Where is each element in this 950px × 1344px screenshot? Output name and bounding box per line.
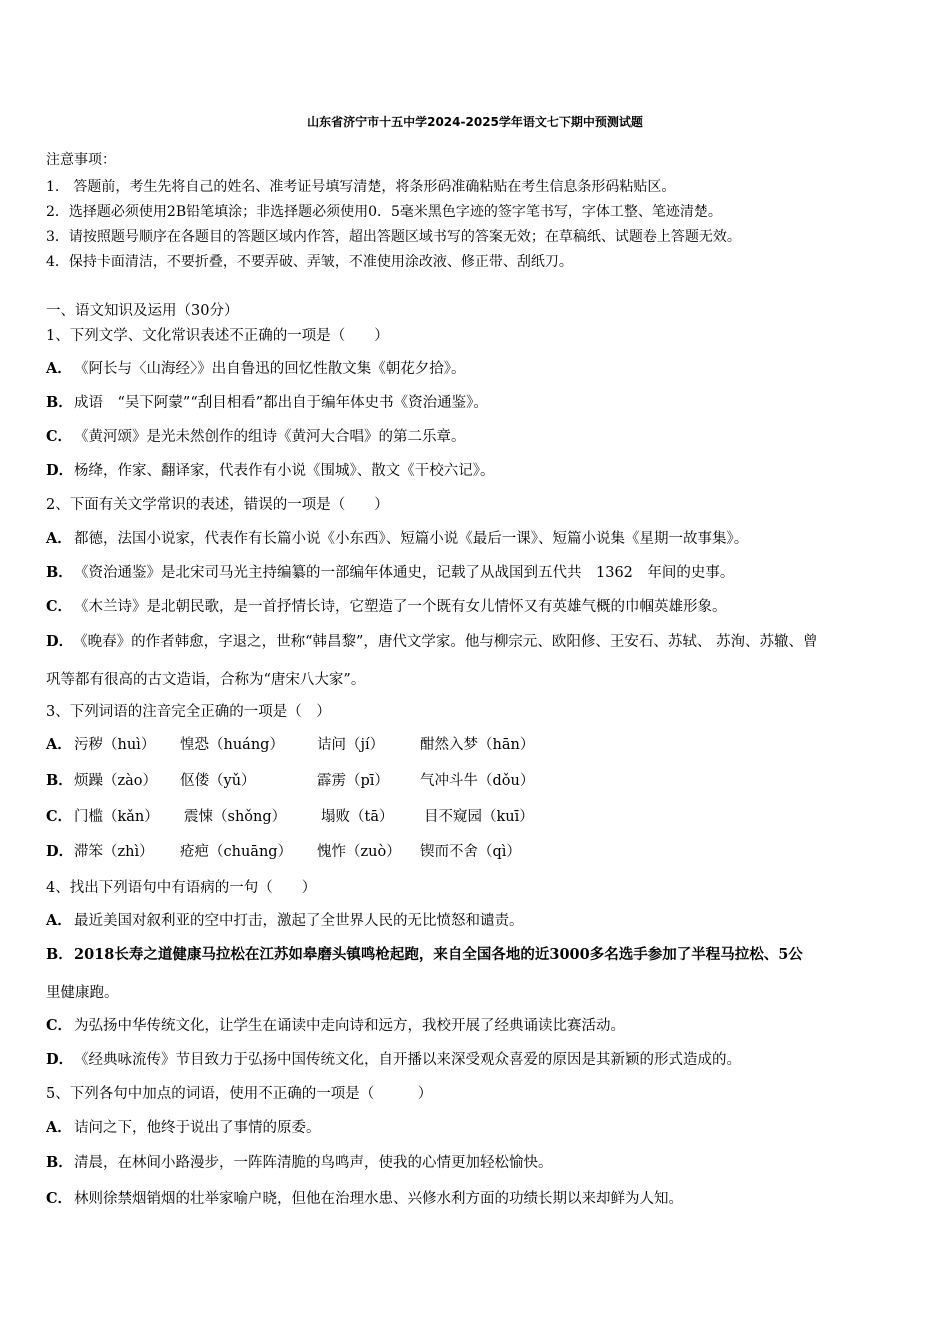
option-text: 《经典咏流传》节目致力于弘扬中国传统文化，自开播以来深受观众喜爱的原因是其新颖的形式造成的。 [74,1052,741,1068]
option-label: D． [46,843,74,860]
q1-option-a [46,359,466,379]
q5-stem: 5、下列各句中加点的词语，使用不正确的一项是（ ） [46,1086,433,1102]
pinyin-word: 门槛（kǎn） [74,809,159,825]
option-label: C． [46,1017,73,1034]
notice-heading: 注意事项： [46,152,116,168]
notice-item-2: 2．选择题必须使用2B铅笔填涂；非选择题必须使用0．5毫米黑色字迹的签字笔书写，字体工整、笔迹清楚。 [46,204,722,220]
option-text: 《阿长与〈山海经〉》出自鲁迅的回忆性散文集《朝花夕拾》。 [74,361,466,377]
q2-option-a [46,529,748,549]
q1-option-b [46,393,488,413]
option-label: C． [46,428,73,445]
option-label: D． [46,1051,74,1068]
pinyin-word: 震悚（shǒng） [184,809,287,825]
q2-option-d-continued: 巩等都有很高的古文造诣，合称为“唐宋八大家”。 [46,672,366,688]
option-text: 最近美国对叙利亚的空中打击，激起了全世界人民的无比愤怒和谴责。 [74,913,524,929]
q4-option-a [46,911,524,931]
q4-option-d [46,1050,741,1070]
option-label: B． [46,772,73,789]
q3-option-b [46,771,534,791]
pinyin-word: 霹雳（pī） [317,773,389,789]
pinyin-word: 气冲斗牛（dǒu） [420,773,535,789]
option-label: B． [46,394,73,411]
q4-stem: 4、找出下列语句中有语病的一句（ ） [46,880,317,896]
pinyin-word: 滞笨（zhì） [74,844,154,860]
notice-item-3: 3．请按照题号顺序在各题目的答题区域内作答，超出答题区域书写的答案无效；在草稿纸、试题卷上答题无效。 [46,229,741,245]
q3-option-d [46,842,521,862]
option-label: B． [46,946,73,963]
q1-option-c [46,427,466,447]
q5-option-c [46,1189,683,1209]
option-label: D． [46,633,74,650]
option-label: A． [46,360,72,377]
option-text: 林则徐禁烟销烟的壮举家喻户晓，但他在治理水患、兴修水利方面的功绩长期以来却鲜为人知。 [74,1191,683,1207]
option-text: 清晨，在林间小路漫步，一阵阵清脆的鸟鸣声，使我的心情更加轻松愉快。 [74,1155,553,1171]
q3-option-a [46,735,534,755]
pinyin-word: 锲而不舍（qì） [420,844,521,860]
pinyin-word: 惶恐（huáng） [180,737,284,753]
option-label: D． [46,462,74,479]
option-label: C． [46,598,73,615]
pinyin-word: 酣然入梦（hān） [420,737,535,753]
pinyin-word: 目不窥园（kuī） [424,809,534,825]
q1-stem: 1、下列文学、文化常识表述不正确的一项是（ ） [46,328,389,344]
option-label: A． [46,736,72,753]
option-text: 《资治通鉴》是北宋司马光主持编纂的一部编年体通史，记载了从战国到五代共 1362 年间的史事。 [74,565,735,581]
option-text: 成语 “吴下阿蒙”“刮目相看”都出自于编年体史书《资治通鉴》。 [74,395,488,411]
q4-option-b-continued: 里健康跑。 [46,985,119,1001]
option-text: 《晚春》的作者韩愈，字退之，世称“韩昌黎”，唐代文学家。他与柳宗元、欧阳修、王安石、苏轼、 苏洵、苏辙、曾 [73,634,818,650]
q2-option-d [46,632,818,652]
pinyin-word: 伛偻（yǔ） [180,773,256,789]
option-text: 诘问之下，他终于说出了事情的原委。 [74,1120,321,1136]
q2-option-c [46,597,727,617]
option-label: A． [46,530,72,547]
pinyin-word: 愧怍（zuò） [317,844,401,860]
pinyin-word: 污秽（huì） [74,737,156,753]
q3-stem: 3、下列词语的注音完全正确的一项是（ ） [46,704,331,720]
pinyin-word: 烦躁（zào） [74,773,158,789]
pinyin-word: 疮疤（chuāng） [180,844,293,860]
q2-option-b [46,563,734,583]
q1-option-d [46,461,495,481]
q5-option-b [46,1153,553,1173]
pinyin-word: 诘问（jí） [317,737,385,753]
page-title: 山东省济宁市十五中学2024-2025学年语文七下期中预测试题 [307,115,643,129]
option-text: 杨绛，作家、翻译家，代表作有小说《围城》、散文《干校六记》。 [74,463,495,479]
q4-option-b [46,945,803,965]
option-label: B． [46,564,73,581]
option-label: A． [46,912,72,929]
option-label: A． [46,1119,72,1136]
option-text: 都德，法国小说家，代表作有长篇小说《小东西》、短篇小说《最后一课》、短篇小说集《星期一故事集》。 [74,531,749,547]
q4-option-c [46,1016,625,1036]
option-label: B． [46,1154,73,1171]
notice-item-1: 1. 答题前，考生先将自己的姓名、准考证号填写清楚，将条形码准确粘贴在考生信息条形码粘贴区。 [46,179,676,195]
option-text: 《木兰诗》是北朝民歌，是一首抒情长诗，它塑造了一个既有女儿情怀又有英雄气概的巾帼英雄形象。 [74,599,727,615]
q5-option-a [46,1118,321,1138]
q2-stem: 2、下面有关文学常识的表述，错误的一项是（ ） [46,497,389,513]
option-label: C． [46,1190,73,1207]
notice-item-4: 4．保持卡面清洁，不要折叠，不要弄破、弄皱，不准使用涂改液、修正带、刮纸刀。 [46,254,573,270]
q3-option-c [46,807,534,827]
section-heading: 一、语文知识及运用（30分） [46,303,239,319]
option-text: 为弘扬中华传统文化，让学生在诵读中走向诗和远方，我校开展了经典诵读比赛活动。 [74,1018,625,1034]
option-text: 2018长寿之道健康马拉松在江苏如皋磨头镇鸣枪起跑，来自全国各地的近3000多名选手参加了半程马拉松、5公 [74,946,803,963]
option-label: C． [46,808,73,825]
option-text: 《黄河颂》是光未然创作的组诗《黄河大合唱》的第二乐章。 [74,429,466,445]
pinyin-word: 塌败（tā） [321,809,394,825]
